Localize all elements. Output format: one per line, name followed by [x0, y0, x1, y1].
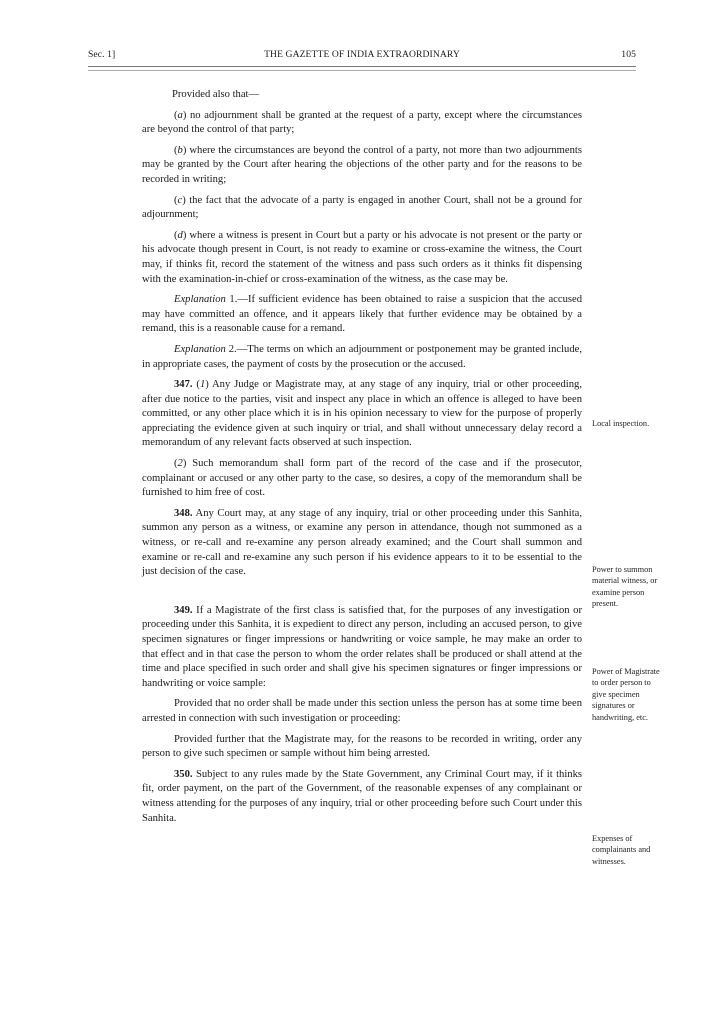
provided-also: Provided also that—: [172, 89, 260, 100]
s347-2-open: (: [174, 458, 178, 470]
header-rule: [88, 66, 636, 71]
explanation-1-label: Explanation: [174, 294, 226, 306]
explanation-2-text: 2.—The terms on which an adjournment or postponement may be granted include, in appropriate cases, the payment of costs by the prosecution or the accused.: [142, 343, 582, 370]
margin-note-349: Power of Magistrate to order person to give specimen signatures or handwriting, etc.: [592, 667, 660, 722]
subsection-1-label: 1: [199, 379, 206, 391]
section-348-number: 348.: [174, 507, 193, 519]
clause-d: (d) where a witness is present in Court but a party or his advocate is not present or the party or his advocate though present in Court, is not ready to examine or cross-examine the witness, the Court may, if thinks fit, record the statement of the witness and pass such orders as it thinks fit dispensing with the examination-in-chief or cross-examination of the witness, as the case may be.: [142, 229, 582, 285]
section-347-2: [142, 457, 582, 501]
clause-b-label: b: [177, 144, 183, 156]
section-349-proviso-2: Provided further that the Magistrate may, for the reasons to be recorded in writing, order any person to give such specimen or sample without him being arrested.: [142, 733, 582, 760]
section-349-number: 349.: [174, 604, 193, 616]
clause-d-label: d: [177, 229, 183, 241]
explanation-2-label: Explanation: [174, 343, 226, 355]
section-347-2-text: ) Such memorandum shall form part of the record of the case and if the prosecutor, complainant or accused or any other party to the case, so desires, a copy of the memorandum shall be furnished to him free of cost.: [142, 458, 582, 499]
s347-open: (: [192, 379, 200, 391]
clause-c-text: the fact that the advocate of a party is engaged in another Court, shall not be a ground for adjournment;: [142, 194, 582, 221]
clause-b: (b) where the circumstances are beyond the control of a party, not more than two adjournments may be granted by the Court after hearing the objections of the other party and for the reasons to be recorded in writing;: [142, 144, 582, 185]
section-349: [142, 604, 582, 692]
section-350: [142, 768, 582, 826]
section-350-number: 350.: [174, 768, 193, 780]
section-349-text: If a Magistrate of the first class is satisfied that, for the purposes of any investigation or proceeding under this Sanhita, it is expedient to direct any person, including an accused person, to give specimen signatures or finger impressions or handwriting or voice sample, he may make an order to that effect and in that case the person to whom the order relates shall be produced or shall attend at the time and place specified in such order and shall give his specimen signatures or finger impressions or handwriting or voice sample:: [142, 604, 582, 689]
explanation-2: [142, 343, 582, 372]
section-label: Sec. 1]: [88, 49, 116, 60]
margin-note-348: Power to summon material witness, or examine person present.: [592, 565, 658, 609]
clause-a: (a) no adjournment shall be granted at the request of a party, except where the circumstances are beyond the control of that party;: [142, 109, 582, 136]
clause-b-text: where the circumstances are beyond the control of a party, not more than two adjournments may be granted by the Court after hearing the objections of the other party and for the reasons to be recorded in writing;: [142, 144, 582, 185]
explanation-1: [142, 293, 582, 337]
section-348: [142, 507, 582, 580]
clause-a-label: a: [177, 109, 183, 121]
page-number: 105: [621, 49, 636, 60]
clause-a-text: no adjournment shall be granted at the request of a party, except where the circumstances are beyond the control of that party;: [142, 109, 582, 136]
section-350-text: Subject to any rules made by the State Government, any Criminal Court may, if it thinks fit, order payment, on the part of the Government, of the reasonable expenses of any complainant or witness attending for the purposes of any inquiry, trial or other proceeding before such Court under this Sanhita.: [142, 768, 582, 824]
section-347: [142, 378, 582, 451]
explanation-1-text: 1.—If sufficient evidence has been obtained to raise a suspicion that the accused may have committed an offence, and it appears likely that further evidence may be obtained by a remand, this is a reasonable cause for a remand.: [142, 294, 582, 335]
clause-c-label: c: [177, 194, 183, 206]
gazette-title: THE GAZETTE OF INDIA EXTRAORDINARY: [264, 49, 460, 60]
margin-note-350: Expenses of complainants and witnesses.: [592, 834, 651, 866]
section-347-text: ) Any Judge or Magistrate may, at any stage of any inquiry, trial or other proceeding, after due notice to the parties, visit and inspect any place in which an offence is alleged to have been committed, or any other place which it is in his opinion necessary to view for the purpose of properly appreciating the evidence given at such inquiry or trial, and shall without unnecessary delay record a memorandum of any relevant facts observed at such inspection.: [142, 379, 582, 449]
section-347-number: 347.: [174, 379, 193, 391]
margin-note-347: Local inspection.: [592, 419, 650, 428]
clause-c: (c) the fact that the advocate of a party is engaged in another Court, shall not be a ground for adjournment;: [142, 194, 582, 221]
document-body: [142, 88, 582, 832]
section-348-text: Any Court may, at any stage of any inquiry, trial or other proceeding under this Sanhita, summon any person as a witness, or examine any person in attendance, though not summoned as a witness, or re-call and re-examine any person already examined; and the Court shall summon and examine or re-call and re-examine any such person if his evidence appears to it to be essential to the just decision of the case.: [142, 507, 582, 578]
subsection-2-label: 2: [177, 458, 183, 470]
section-349-proviso-1: Provided that no order shall be made under this section unless the person has at some time been arrested in connection with such investigation or proceeding:: [142, 698, 582, 724]
clause-d-text: where a witness is present in Court but a party or his advocate is not present or the party or his advocate though present in Court, is not ready to examine or cross-examine the witness, the Court may, if thinks fit, record the statement of the witness and pass such orders as it thinks fit dispensing with the examination-in-chief or cross-examination of the witness, as the case may be.: [142, 229, 582, 285]
